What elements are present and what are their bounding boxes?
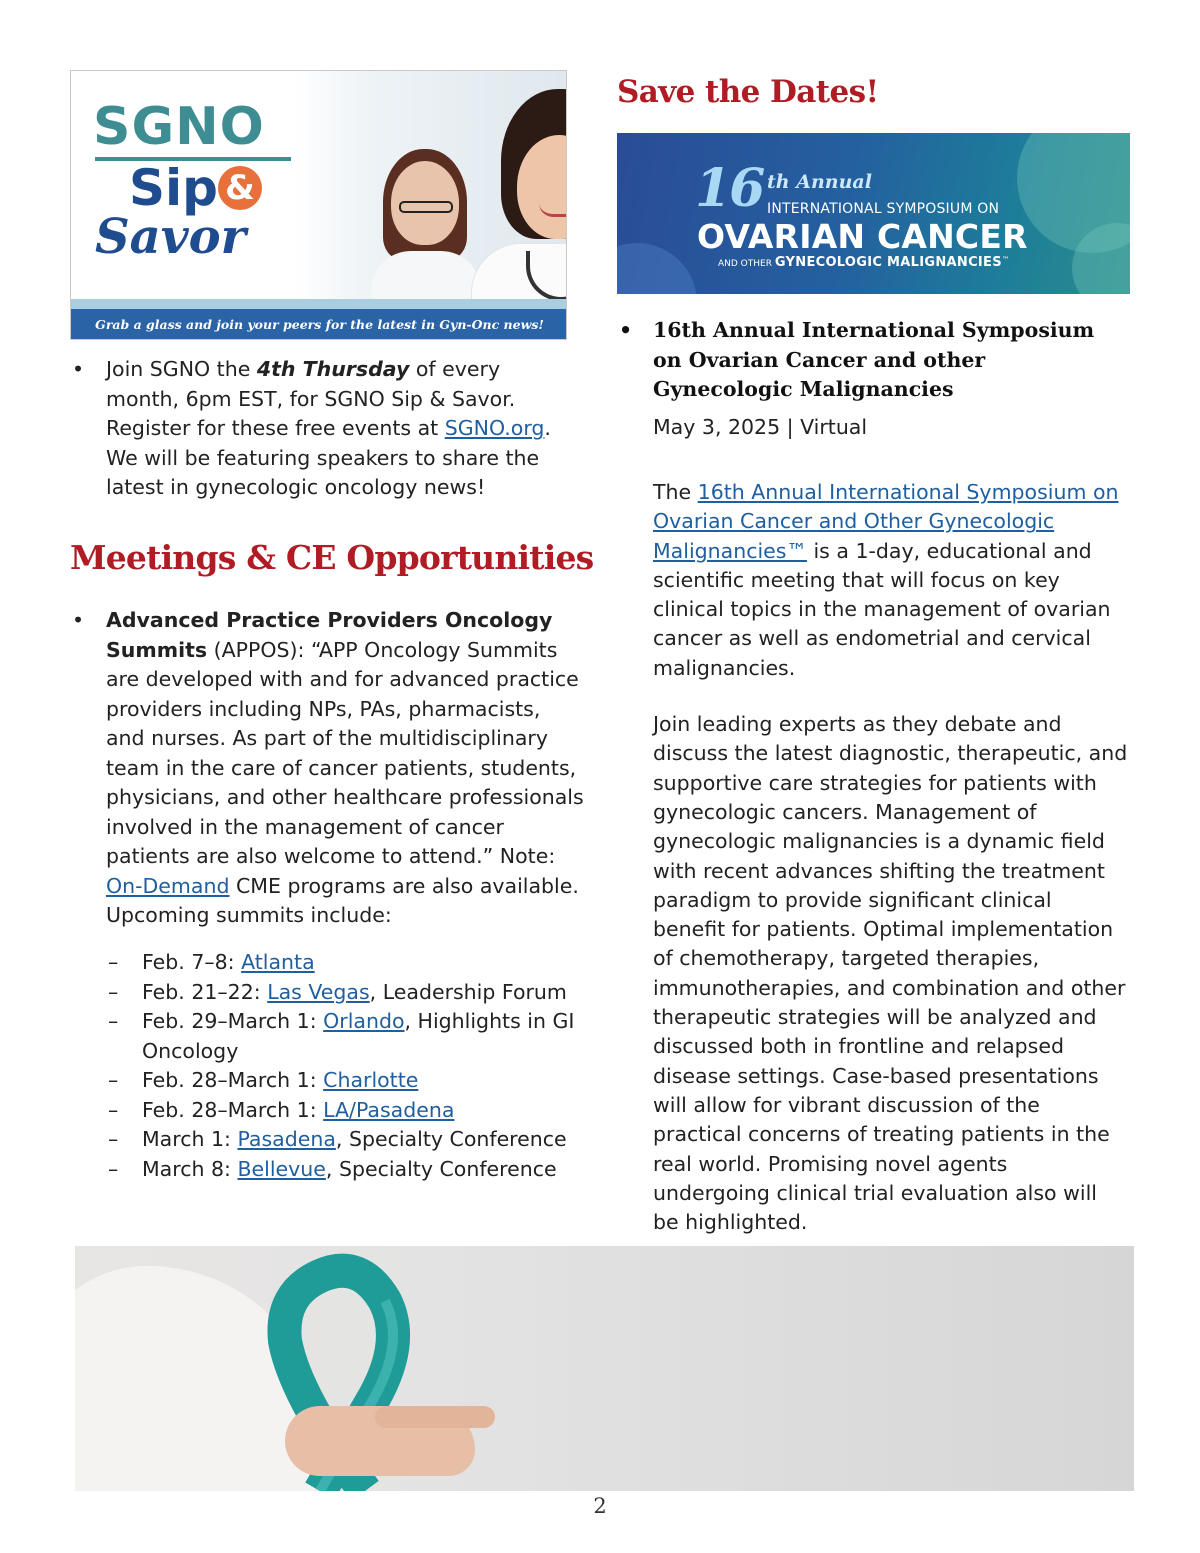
symposium-item bbox=[617, 316, 1117, 442]
thumb bbox=[375, 1406, 495, 1428]
banner-annual: th Annual bbox=[767, 171, 872, 193]
symposium-link[interactable]: 16th Annual International Symposium on Ovarian Cancer and Other Gynecologic Malignancies™ bbox=[653, 480, 1119, 563]
summit-prefix: Feb. 28–March 1: bbox=[142, 1097, 324, 1122]
decorative-cell-icon bbox=[617, 243, 697, 294]
summit-suffix: , Highlights in GI Oncology bbox=[142, 1009, 575, 1063]
dash-icon: – bbox=[108, 1097, 119, 1122]
summit-prefix: Feb. 28–March 1: bbox=[142, 1068, 324, 1092]
appos-text-after: CME programs are also available. Upcoming summits include: bbox=[106, 873, 579, 927]
banner-ovarian-cancer: OVARIAN CANCER bbox=[697, 217, 1028, 256]
symposium-title-text: 16th Annual International Symposium on Ovarian Cancer and other Gynecologic Malignancies bbox=[653, 318, 1095, 401]
summit-link-orlando[interactable]: Orlando bbox=[323, 1009, 405, 1033]
banner-gyn-malignancies: GYNECOLOGIC MALIGNANCIES bbox=[774, 255, 1002, 270]
summit-item bbox=[106, 1155, 586, 1185]
summit-link-atlanta[interactable]: Atlanta bbox=[241, 950, 315, 974]
banner-intl-symposium: INTERNATIONAL SYMPOSIUM ON bbox=[767, 201, 1000, 217]
summit-suffix: , Specialty Conference bbox=[325, 1156, 557, 1181]
sip-text-middle: of every month, 6pm EST, for SGNO Sip & Savor. Register for these free events at bbox=[106, 357, 516, 440]
meetings-heading: Meetings & CE Opportunities bbox=[70, 538, 594, 577]
page-number: 2 bbox=[593, 1494, 607, 1518]
bullet-icon: • bbox=[72, 357, 85, 381]
dash-icon: – bbox=[108, 950, 119, 974]
sip-emphasis: 4th Thursday bbox=[256, 357, 410, 381]
logo-sip-word: Sip bbox=[129, 159, 218, 217]
banner-and-other: AND OTHER bbox=[718, 259, 772, 269]
sip-and-savor-banner bbox=[70, 70, 567, 340]
symposium-paragraph-2: Join leading experts as they debate and discuss the latest diagnostic, therapeutic, and supportive care strategies for patients with gynecologic cancers. Management of gynecologic malignancies is a dynamic field with recent advances shifting the treatment paradigm to provide significant clinical benefit for patients. Optimal implementation of chemotherapy, targeted therapies, immunotherapies, and combination and other therapeutic strategies will be analyzed and discussed both in frontline and relapsed disease settings. Case-based presentations will allow for vibrant discussion of the practical concerns of treating patients in the real world. Promising novel agents undergoing clinical trial evaluation also will be highlighted. bbox=[653, 712, 1128, 1235]
summit-link-la-pasadena[interactable]: LA/Pasadena bbox=[323, 1097, 455, 1122]
logo-savor: Savor bbox=[95, 209, 246, 265]
summit-prefix: Feb. 21–22: bbox=[142, 979, 268, 1004]
sip-text-after: . We will be featuring speakers to share the latest in gynecologic oncology news! bbox=[106, 416, 551, 499]
bullet-icon: • bbox=[619, 318, 633, 342]
summit-prefix: Feb. 29–March 1: bbox=[142, 1009, 324, 1033]
appos-list bbox=[70, 606, 585, 931]
para1-before: The bbox=[653, 480, 698, 504]
sip-and-savor-list bbox=[70, 355, 565, 503]
summit-suffix: , Leadership Forum bbox=[369, 979, 567, 1004]
trademark-icon: ™ bbox=[1001, 255, 1010, 264]
summit-suffix: , Specialty Conference bbox=[335, 1127, 567, 1151]
summit-prefix: March 8: bbox=[142, 1156, 238, 1181]
summit-item bbox=[106, 978, 586, 1008]
logo-sip bbox=[93, 159, 333, 217]
list-item bbox=[70, 355, 565, 503]
summit-list bbox=[106, 948, 586, 1184]
dash-icon: – bbox=[108, 979, 119, 1004]
summit-link-las-vegas[interactable]: Las Vegas bbox=[267, 979, 370, 1004]
symposium-paragraph-1 bbox=[653, 478, 1128, 683]
summit-item bbox=[106, 1066, 586, 1096]
para1-after: is a 1-day, educational and scientific meeting that will focus on key clinical topics in the management of ovarian cancer as well as endometrial and cervical malignancies. bbox=[653, 538, 1111, 680]
summit-item bbox=[106, 1125, 586, 1155]
on-demand-link[interactable]: On-Demand bbox=[106, 873, 230, 898]
awareness-ribbon-icon bbox=[75, 1246, 1134, 1491]
save-the-dates-heading: Save the Dates! bbox=[617, 74, 879, 110]
ovarian-symposium-banner bbox=[617, 133, 1130, 294]
banner-number: 16 bbox=[695, 158, 764, 219]
logo-sgno: SGNO bbox=[93, 97, 265, 157]
symposium-description bbox=[653, 478, 1128, 1237]
appos-text-before: (APPOS): “APP Oncology Summits are developed with and for advanced practice providers including NPs, PAs, pharmacists, and nurses. As part of the multidisciplinary team in the care of cancer patients, students, physicians, and other healthcare professionals involved in the management of cancer patients are also welcome to attend.” Note: bbox=[106, 637, 584, 868]
symposium-title bbox=[617, 316, 1117, 405]
sgno-link[interactable]: SGNO.org bbox=[444, 416, 545, 440]
summit-prefix: Feb. 7–8: bbox=[142, 950, 242, 974]
symposium-date: May 3, 2025 | Virtual bbox=[653, 414, 868, 439]
logo-ampersand: & bbox=[218, 166, 262, 210]
summit-link-charlotte[interactable]: Charlotte bbox=[323, 1068, 419, 1092]
summit-item bbox=[106, 948, 586, 978]
list-item bbox=[70, 606, 585, 931]
appos-title: Advanced Practice Providers Oncology Summits bbox=[106, 608, 553, 662]
summit-prefix: March 1: bbox=[142, 1127, 238, 1151]
sip-text-before: Join SGNO the bbox=[106, 357, 257, 381]
teal-ribbon-photo bbox=[75, 1246, 1134, 1491]
sip-and-savor-logo bbox=[93, 97, 333, 265]
summit-link-bellevue[interactable]: Bellevue bbox=[237, 1156, 326, 1181]
bullet-icon: • bbox=[72, 608, 85, 632]
dash-icon: – bbox=[108, 1068, 119, 1092]
summit-item bbox=[106, 1007, 586, 1066]
dash-icon: – bbox=[108, 1156, 119, 1181]
sip-and-savor-tagline: Grab a glass and join your peers for the latest in Gyn-Onc news! bbox=[71, 299, 567, 340]
banner-subtitle bbox=[718, 255, 1009, 270]
summit-link-pasadena[interactable]: Pasadena bbox=[237, 1127, 336, 1151]
dash-icon: – bbox=[108, 1009, 119, 1033]
glasses-icon bbox=[399, 201, 453, 213]
dash-icon: – bbox=[108, 1127, 119, 1151]
summit-item bbox=[106, 1096, 586, 1126]
